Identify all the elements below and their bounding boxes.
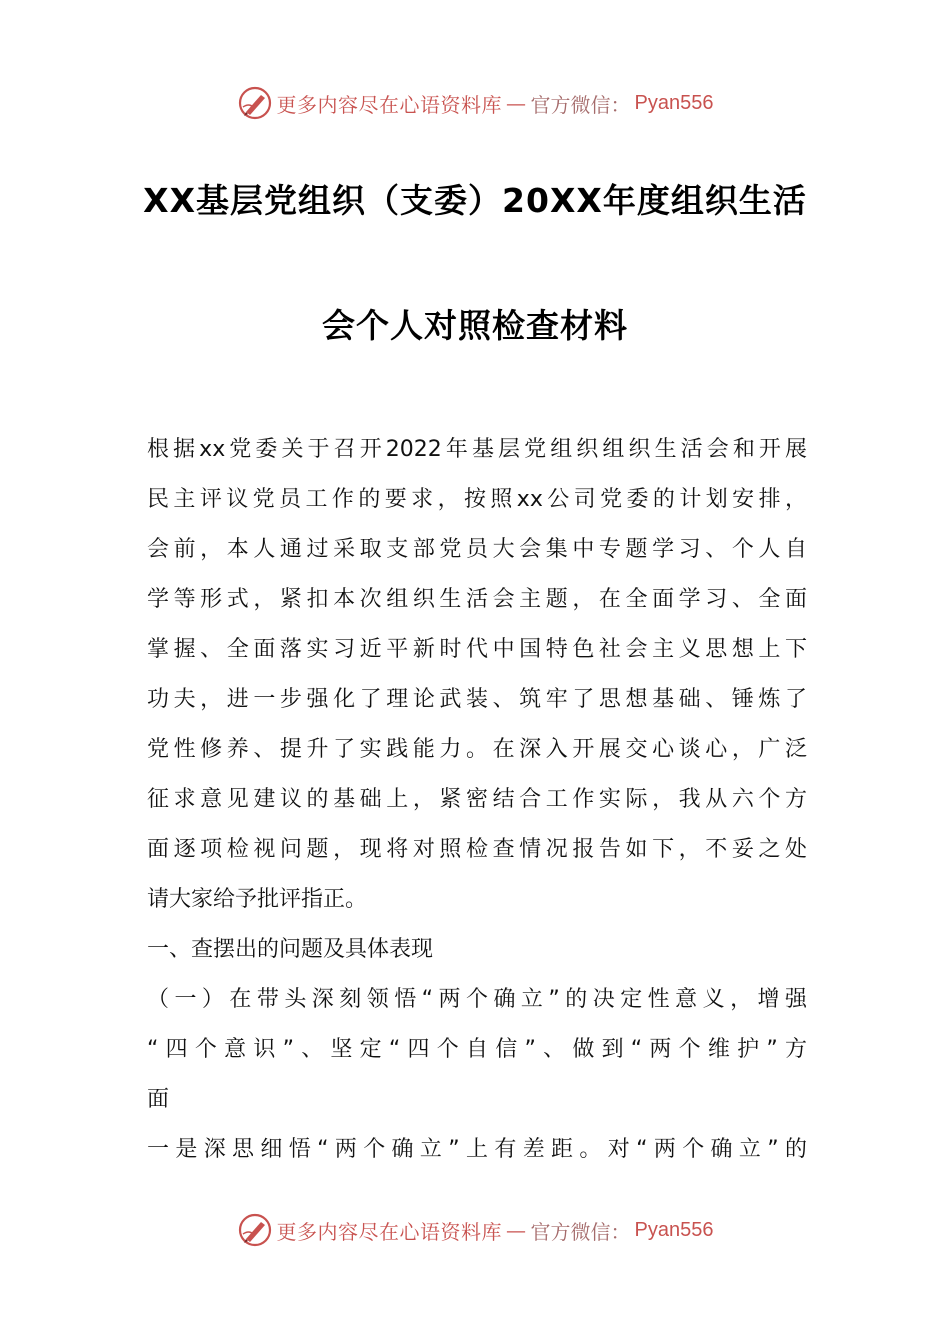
subsection-heading-line: （一）在带头深刻领悟“两个确立”的决定性意义，增强 xyxy=(147,987,807,1012)
body-line: 根据xx党委关于召开2022年基层党组织组织生活会和开展 xyxy=(147,437,807,462)
body-line: 会前，本人通过采取支部党员大会集中专题学习、个人自 xyxy=(147,537,807,562)
body-line: 掌握、全面落实习近平新时代中国特色社会主义思想上下 xyxy=(147,637,807,662)
watermark-label: 官方微信： xyxy=(530,92,631,117)
watermark-dash: — xyxy=(506,91,527,115)
body-line: 民主评议党员工作的要求，按照xx公司党委的计划安排， xyxy=(147,487,807,512)
document-title-line-2: 会个人对照检查材料 xyxy=(322,306,628,345)
body-line: 面逐项检视问题，现将对照检查情况报告如下，不妥之处 xyxy=(147,837,807,862)
body-line: 请大家给予批评指正。 xyxy=(147,887,368,912)
watermark-label: 官方微信： xyxy=(530,1219,631,1244)
watermark-wechat-id: Pyan556 xyxy=(634,91,714,114)
document-body xyxy=(147,425,807,1175)
pen-logo-icon xyxy=(237,1212,273,1248)
subsection-heading-line: 面 xyxy=(147,1087,170,1112)
body-line: 功夫，进一步强化了理论武装、筑牢了思想基础、锤炼了 xyxy=(147,687,807,712)
body-line: 一是深思细悟“两个确立”上有差距。对“两个确立”的 xyxy=(147,1137,807,1162)
body-line: 征求意见建议的基础上，紧密结合工作实际，我从六个方 xyxy=(147,787,807,812)
document-title-line-1: XX基层党组织（支委）20XX年度组织生活 xyxy=(143,181,807,220)
watermark-main-text: 更多内容尽在心语资料库 xyxy=(276,1219,503,1244)
footer-watermark xyxy=(0,1210,950,1250)
subsection-heading-line: “四个意识”、坚定“四个自信”、做到“两个维护”方 xyxy=(147,1037,807,1062)
watermark-dash: — xyxy=(506,1218,527,1242)
body-line: 党性修养、提升了实践能力。在深入开展交心谈心，广泛 xyxy=(147,737,807,762)
watermark-main-text: 更多内容尽在心语资料库 xyxy=(276,92,503,117)
watermark-wechat-id: Pyan556 xyxy=(634,1218,714,1241)
pen-logo-icon xyxy=(237,85,273,121)
section-heading: 一、查摆出的问题及具体表现 xyxy=(147,937,434,962)
body-line: 学等形式，紧扣本次组织生活会主题，在全面学习、全面 xyxy=(147,587,807,612)
header-watermark xyxy=(0,83,950,123)
